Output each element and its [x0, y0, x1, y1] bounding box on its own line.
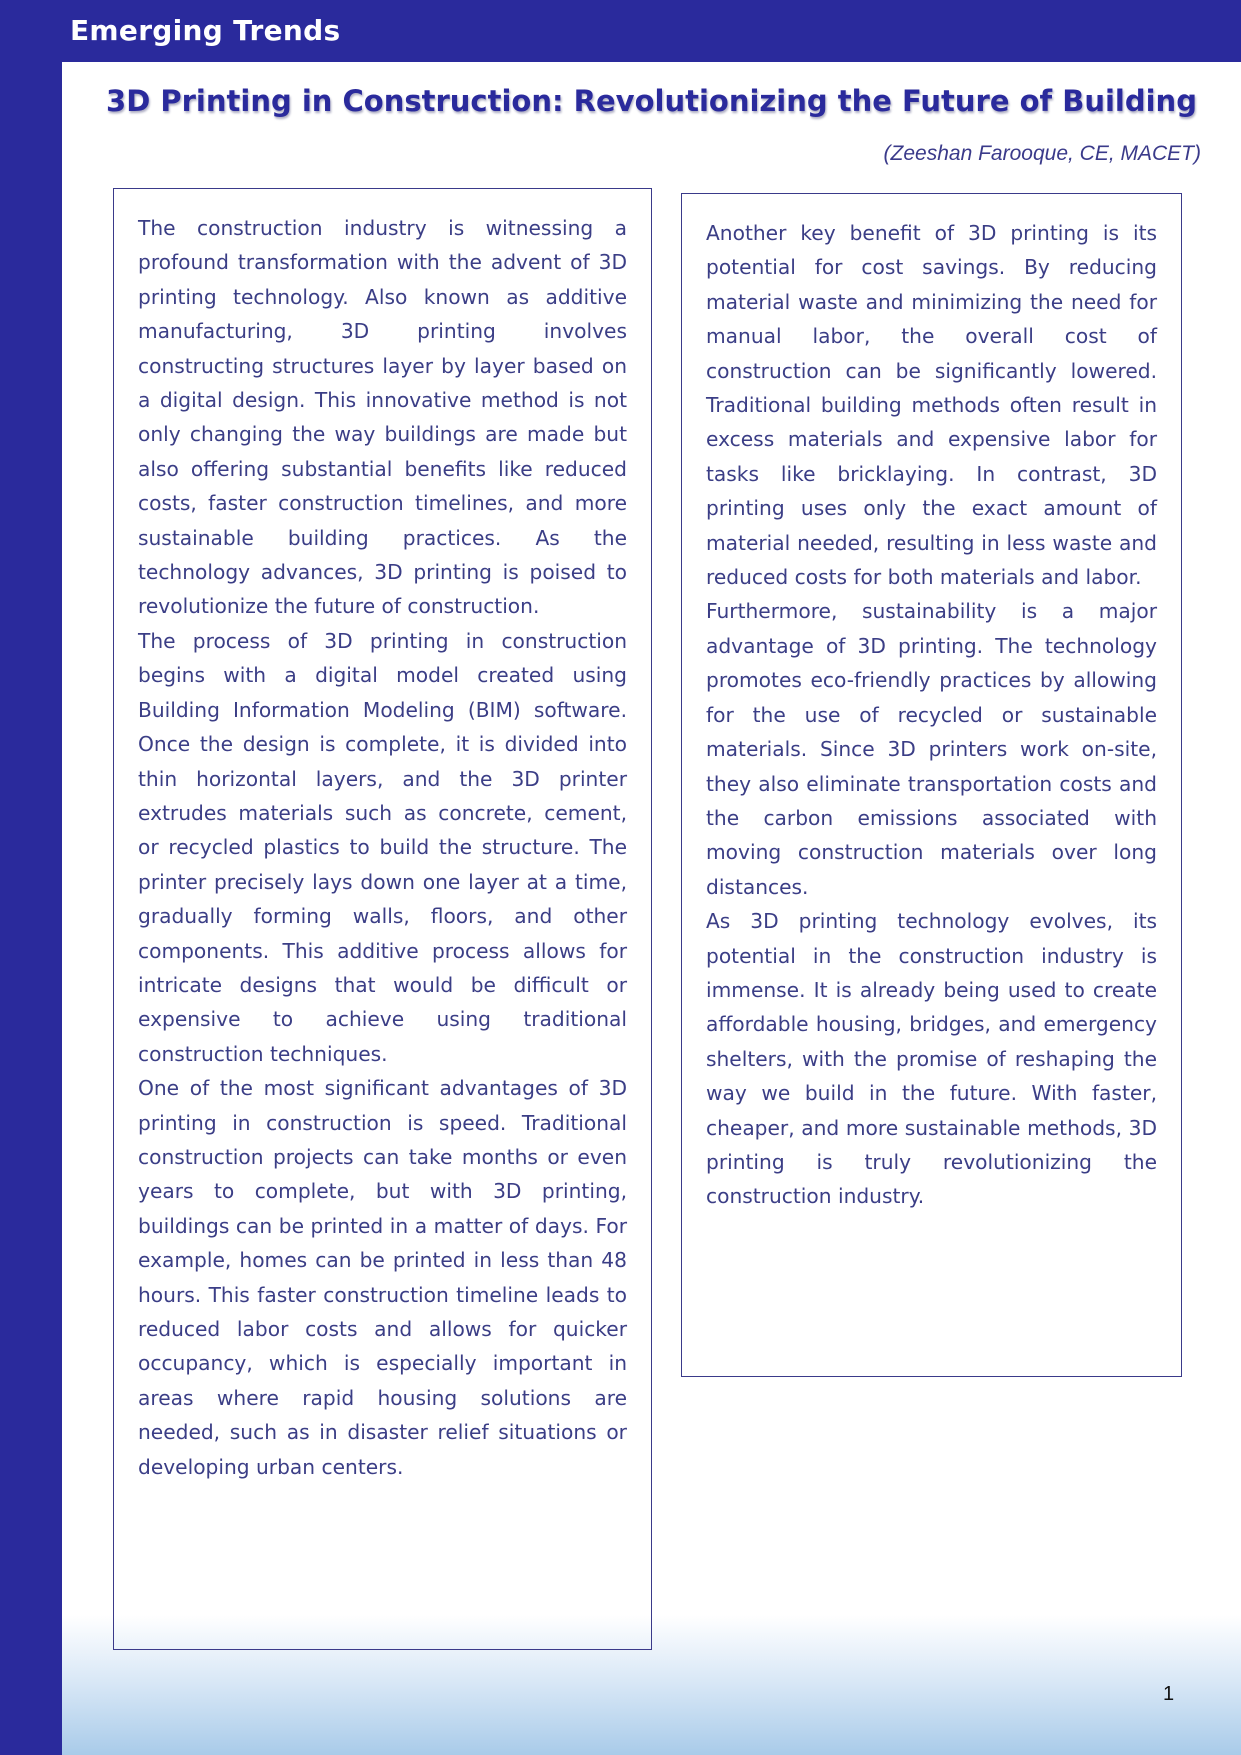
- right-column-box: [681, 193, 1182, 1377]
- section-label: Emerging Trends: [70, 14, 341, 47]
- paragraph-cost: Another key benefit of 3D printing is its potential for cost savings. By reducing material waste and minimizing the need for manual labor, the overall cost of construction can be significantly lowered. Traditional building methods often result in excess materials and expensive labor for tasks like bricklaying. In contrast, 3D printing uses only the exact amount of material needed, resulting in less waste and reduced costs for both materials and labor.: [706, 221, 1157, 590]
- article-title: 3D Printing in Construction: Revolutionizing the Future of Building: [106, 84, 1197, 118]
- left-column-box: [113, 188, 652, 1650]
- paragraph-process: The process of 3D printing in construction begins with a digital model created using Building Information Modeling (BIM) software. Once the design is complete, it is divided into thin horizontal layers, and the 3D printer extrudes materials such as concrete, cement, or recycled plastics to build the structure. The printer precisely lays down one layer at a time, gradually forming walls, floors, and other components. This additive process allows for intricate designs that would be difficult or expensive to achieve using traditional construction techniques.: [138, 628, 627, 1066]
- article-author: (Zeeshan Farooque, CE, MACET): [883, 142, 1201, 165]
- paragraph-future: As 3D printing technology evolves, its potential in the construction industry is immense. It is already being used to create affordable housing, bridges, and emergency shelters, with the promise of reshaping the way we build in the future. With faster, cheaper, and more sustainable methods, 3D printing is truly revolutionizing the construction industry.: [706, 909, 1157, 1209]
- page-number: 1: [1163, 1683, 1175, 1705]
- paragraph-sustainability: Furthermore, sustainability is a major advantage of 3D printing. The technology promotes eco-friendly practices by allowing for the use of recycled or sustainable materials. Since 3D printers work on-site, they also eliminate transportation costs and the carbon emissions associated with moving construction materials over long distances.: [706, 599, 1157, 899]
- paragraph-intro: The construction industry is witnessing a profound transformation with the advent of 3D printing technology. Also known as additive manufacturing, 3D printing involves constructing structures layer by layer based on a digital design. This innovative method is not only changing the way buildings are made but also offering substantial benefits like reduced costs, faster construction timelines, and more sustainable building practices. As the technology advances, 3D printing is poised to revolutionize the future of construction.: [138, 216, 627, 619]
- left-accent-bar: [0, 0, 62, 1755]
- paragraph-speed: One of the most significant advantages of 3D printing in construction is speed. Traditional construction projects can take months or even years to complete, but with 3D printing, buildings can be printed in a matter of days. For example, homes can be printed in less than 48 hours. This faster construction timeline leads to reduced labor costs and allows for quicker occupancy, which is especially important in areas where rapid housing solutions are needed, such as in disaster relief situations or developing urban centers.: [138, 1076, 627, 1479]
